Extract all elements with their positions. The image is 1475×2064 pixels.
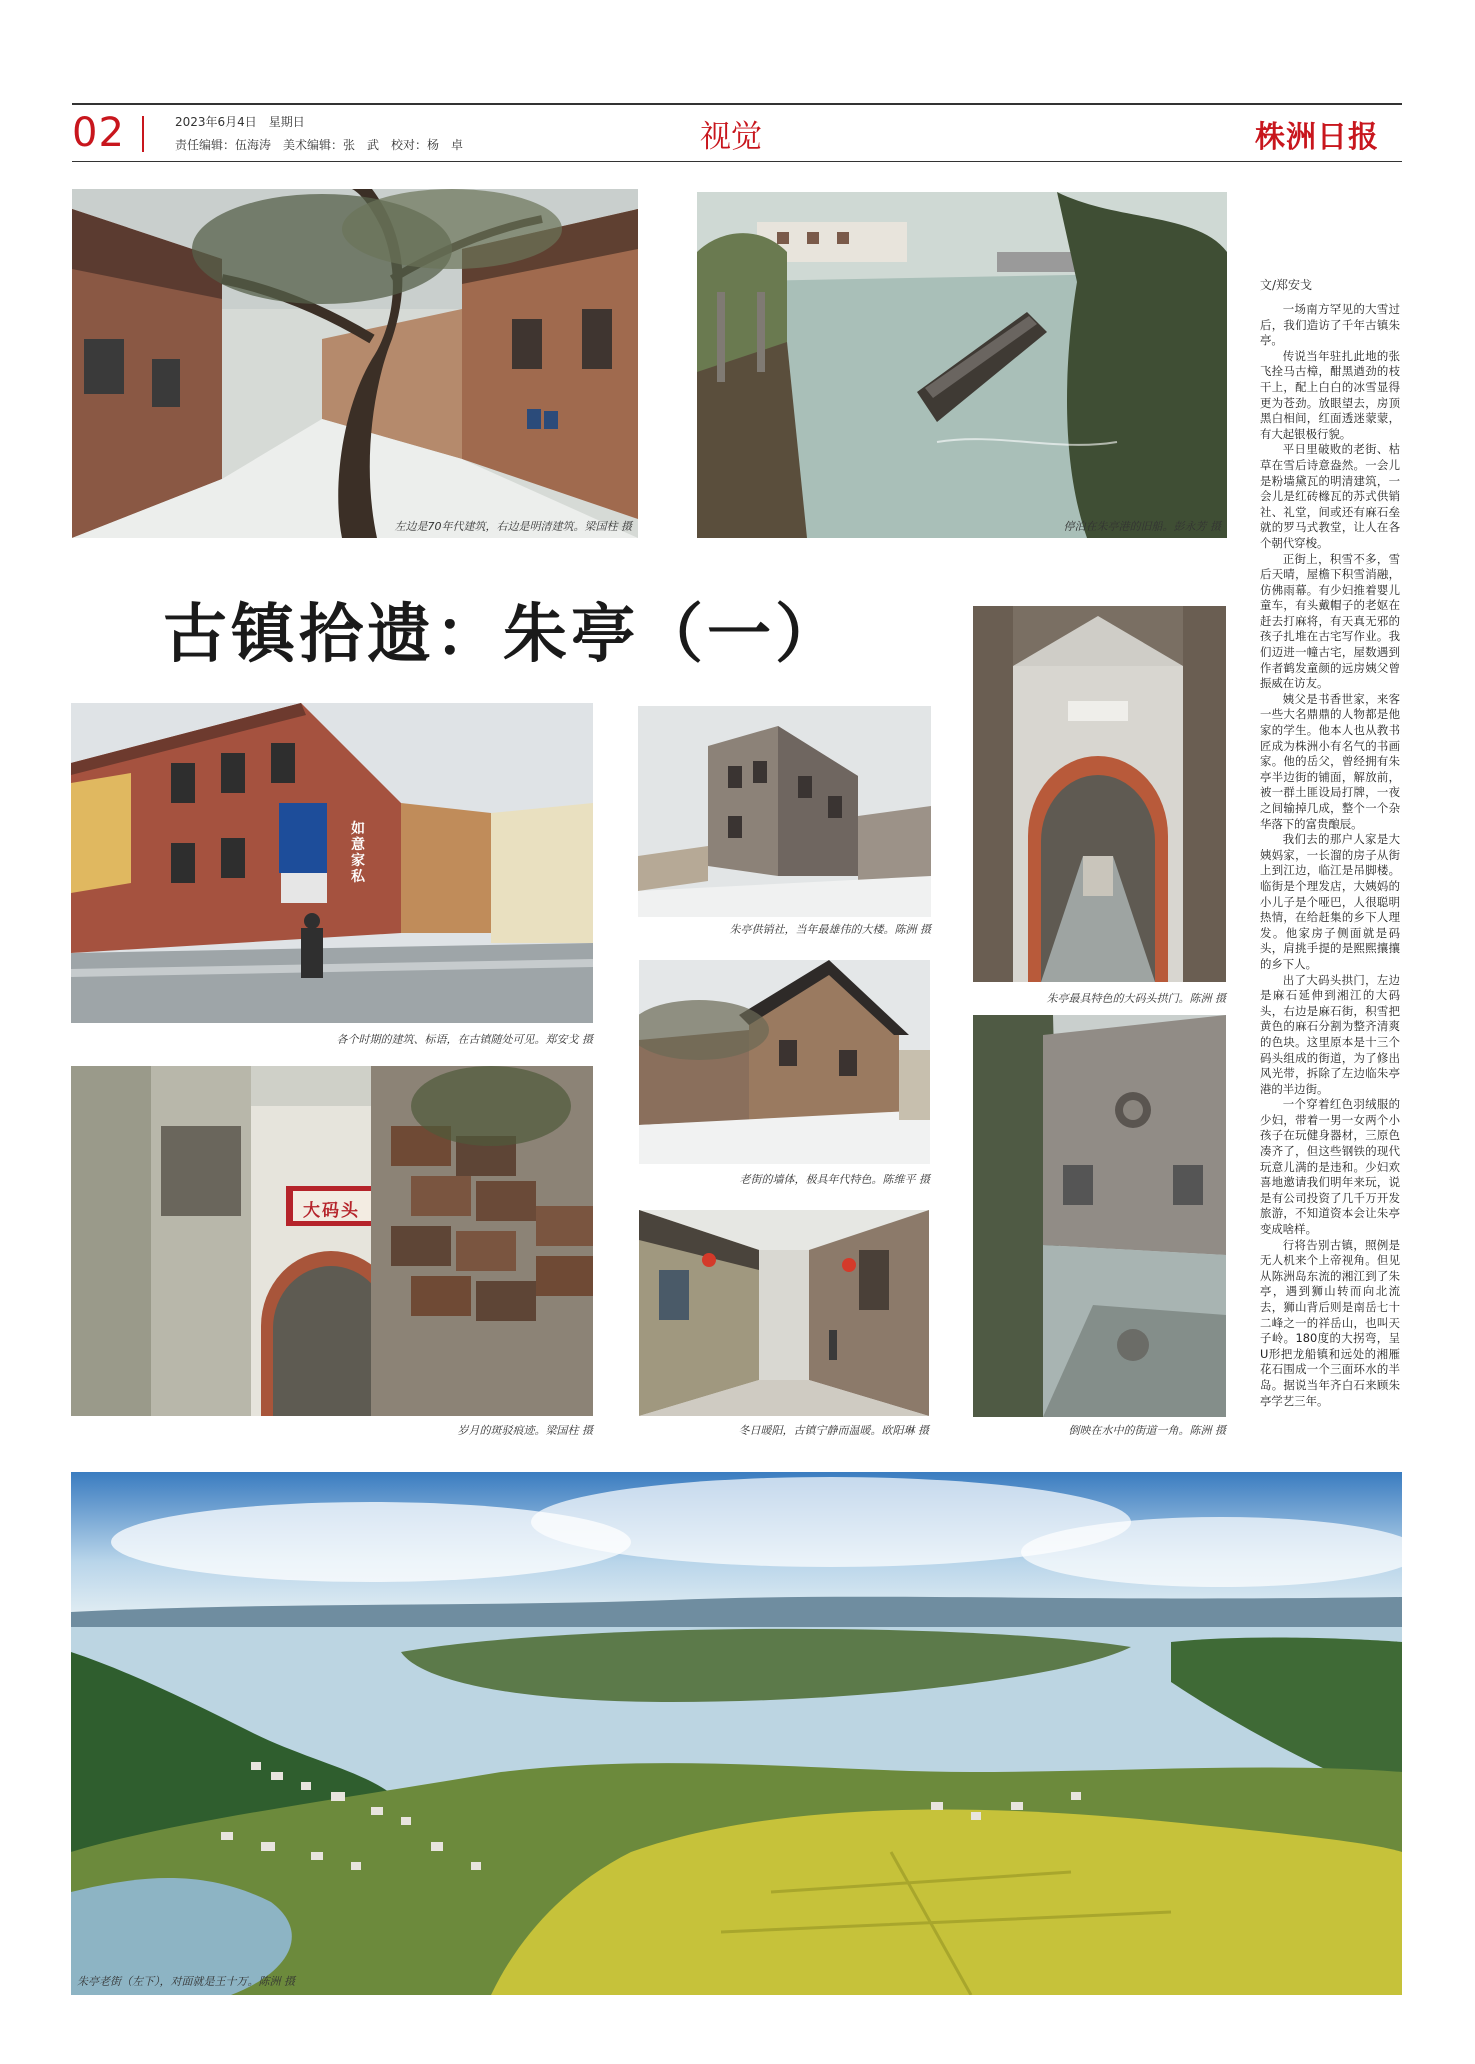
article-paragraph: 行将告别古镇，照例是无人机来个上帝视角。但见从陈洲岛东流的湘江到了朱亭，遇到狮山转而向北流去，狮山背后则是南岳七十二峰之一的祥岳山，也叫天子岭。180度的大拐弯，呈U形把龙船镇和远处的湘雁花石围成一个三面环水的半岛。据说当年齐白石来顾朱亭学艺三年。 <box>1260 1237 1400 1408</box>
article-paragraph: 我们去的那户人家是大姨妈家，一长溜的房子从街上到江边，临江是吊脚楼。临街是个理发店，大姨妈的小儿子是个哑巴，人很聪明热情，在给赶集的乡下人理发。他家房子侧面就是码头，肩挑手提的是熙熙攘攘的乡下人。 <box>1260 832 1400 971</box>
article-paragraph: 出了大码头拱门，左边是麻石延伸到湘江的大码头，右边是麻石街，积雪把黄色的麻石分割为整齐清爽的色块。这里原本是十三个码头组成的街道，为了修出风光带，拆除了左边临朱亭港的半边街。 <box>1260 972 1400 1096</box>
photo-supply-coop <box>638 706 931 917</box>
article-paragraph: 一场南方罕见的大雪过后，我们造访了千年古镇朱亭。 <box>1260 302 1400 348</box>
photo-caption: 左边是70年代建筑，右边是明清建筑。梁国柱 摄 <box>394 520 632 533</box>
photo-mottled-arch <box>71 1066 593 1416</box>
photo-caption: 岁月的斑驳痕迹。梁国柱 摄 <box>457 1424 593 1437</box>
page-number: 02 <box>72 110 125 156</box>
photo-dock-archway <box>973 606 1226 982</box>
headline: 古镇拾遗：朱亭（一） <box>163 597 843 672</box>
shop-sign-text: 如意家私 <box>351 821 365 885</box>
photo-aerial-panorama <box>71 1472 1402 1995</box>
photo-caption: 倒映在水中的街道一角。陈洲 摄 <box>1068 1424 1226 1437</box>
photo-caption: 冬日暖阳，古镇宁静而温暖。欧阳琳 摄 <box>738 1424 929 1437</box>
photo-harbour-boat <box>697 192 1227 538</box>
photo-caption: 朱亭老街（左下），对面就是王十万。陈洲 摄 <box>77 1975 295 1988</box>
article-paragraph: 传说当年驻扎此地的张飞拴马古樟，酣黑遒劲的枝干上，配上白白的冰雪显得更为苍劲。放眼望去，房顶黑白相间，红面透迷蒙蒙，有大起银极行貌。 <box>1260 348 1400 441</box>
photo-street-reflection <box>973 1015 1226 1417</box>
header-top-rule <box>72 103 1402 105</box>
article-paragraph: 一个穿着红色羽绒服的少妇，带着一男一女两个小孩子在玩健身器材，三原色凑齐了，但这些钢铁的现代玩意儿满的是违和。少妇欢喜地邀请我们明年来玩，说是有公司投资了几千万开发旅游，不知道资本会让朱亭变成啥样。 <box>1260 1097 1400 1237</box>
byline: 文/郑安戈 <box>1260 278 1313 292</box>
header-bottom-rule <box>72 161 1402 162</box>
article-paragraph: 平日里破败的老街、枯草在雪后诗意盎然。一会儿是粉墙黛瓦的明清建筑，一会儿是红砖橼瓦的苏式供销社、礼堂，间或还有麻石垒就的罗马式教堂，让人在各个朝代穿梭。 <box>1260 442 1400 550</box>
photo-brick-building <box>71 703 593 1023</box>
photo-caption: 停泊在朱亭港的旧船。彭永芳 摄 <box>1063 520 1221 533</box>
photo-old-street-tree <box>72 189 638 538</box>
header-separator <box>142 116 144 152</box>
article-body <box>1260 302 1400 1409</box>
photo-old-wall <box>639 960 930 1164</box>
photo-caption: 朱亭供销社，当年最雄伟的大楼。陈洲 摄 <box>729 923 931 936</box>
photo-lantern-alley <box>639 1210 929 1416</box>
photo-caption: 各个时期的建筑、标语，在古镇随处可见。郑安戈 摄 <box>336 1033 593 1046</box>
section-title: 视觉 <box>700 119 762 155</box>
photo-caption: 朱亭最具特色的大码头拱门。陈洲 摄 <box>1046 992 1226 1005</box>
article-paragraph: 姨父是书香世家，来客一些大名鼎鼎的人物都是他家的学生。他本人也从教书匠成为株洲小有名气的书画家。他的岳父，曾经拥有朱亭半边街的铺面，解放前，被一群土匪设局打牌，一夜之间输掉几成，整个一个杂华落下的富贵酿辰。 <box>1260 691 1400 831</box>
issue-date: 2023年6月4日 星期日 <box>175 115 305 129</box>
article-paragraph: 正街上，积雪不多，雪后天晴，屋檐下积雪消融，仿佛雨幕。有少妇推着婴儿童车，有头戴帽子的老妪在赶去打麻将，有天真无邪的孩子扎堆在古宅写作业。我们迈进一幢古宅，屋数遇到作者鹤发童颜的远房姨父曾振威在访友。 <box>1260 551 1400 691</box>
newspaper-logo: 株洲日报 <box>1255 120 1379 155</box>
dock-sign-text: 大码头 <box>303 1201 360 1221</box>
editor-credits: 责任编辑：伍海涛 美术编辑：张 武 校对：杨 卓 <box>175 138 464 152</box>
photo-caption: 老街的墙体，极具年代特色。陈维平 摄 <box>739 1173 930 1186</box>
